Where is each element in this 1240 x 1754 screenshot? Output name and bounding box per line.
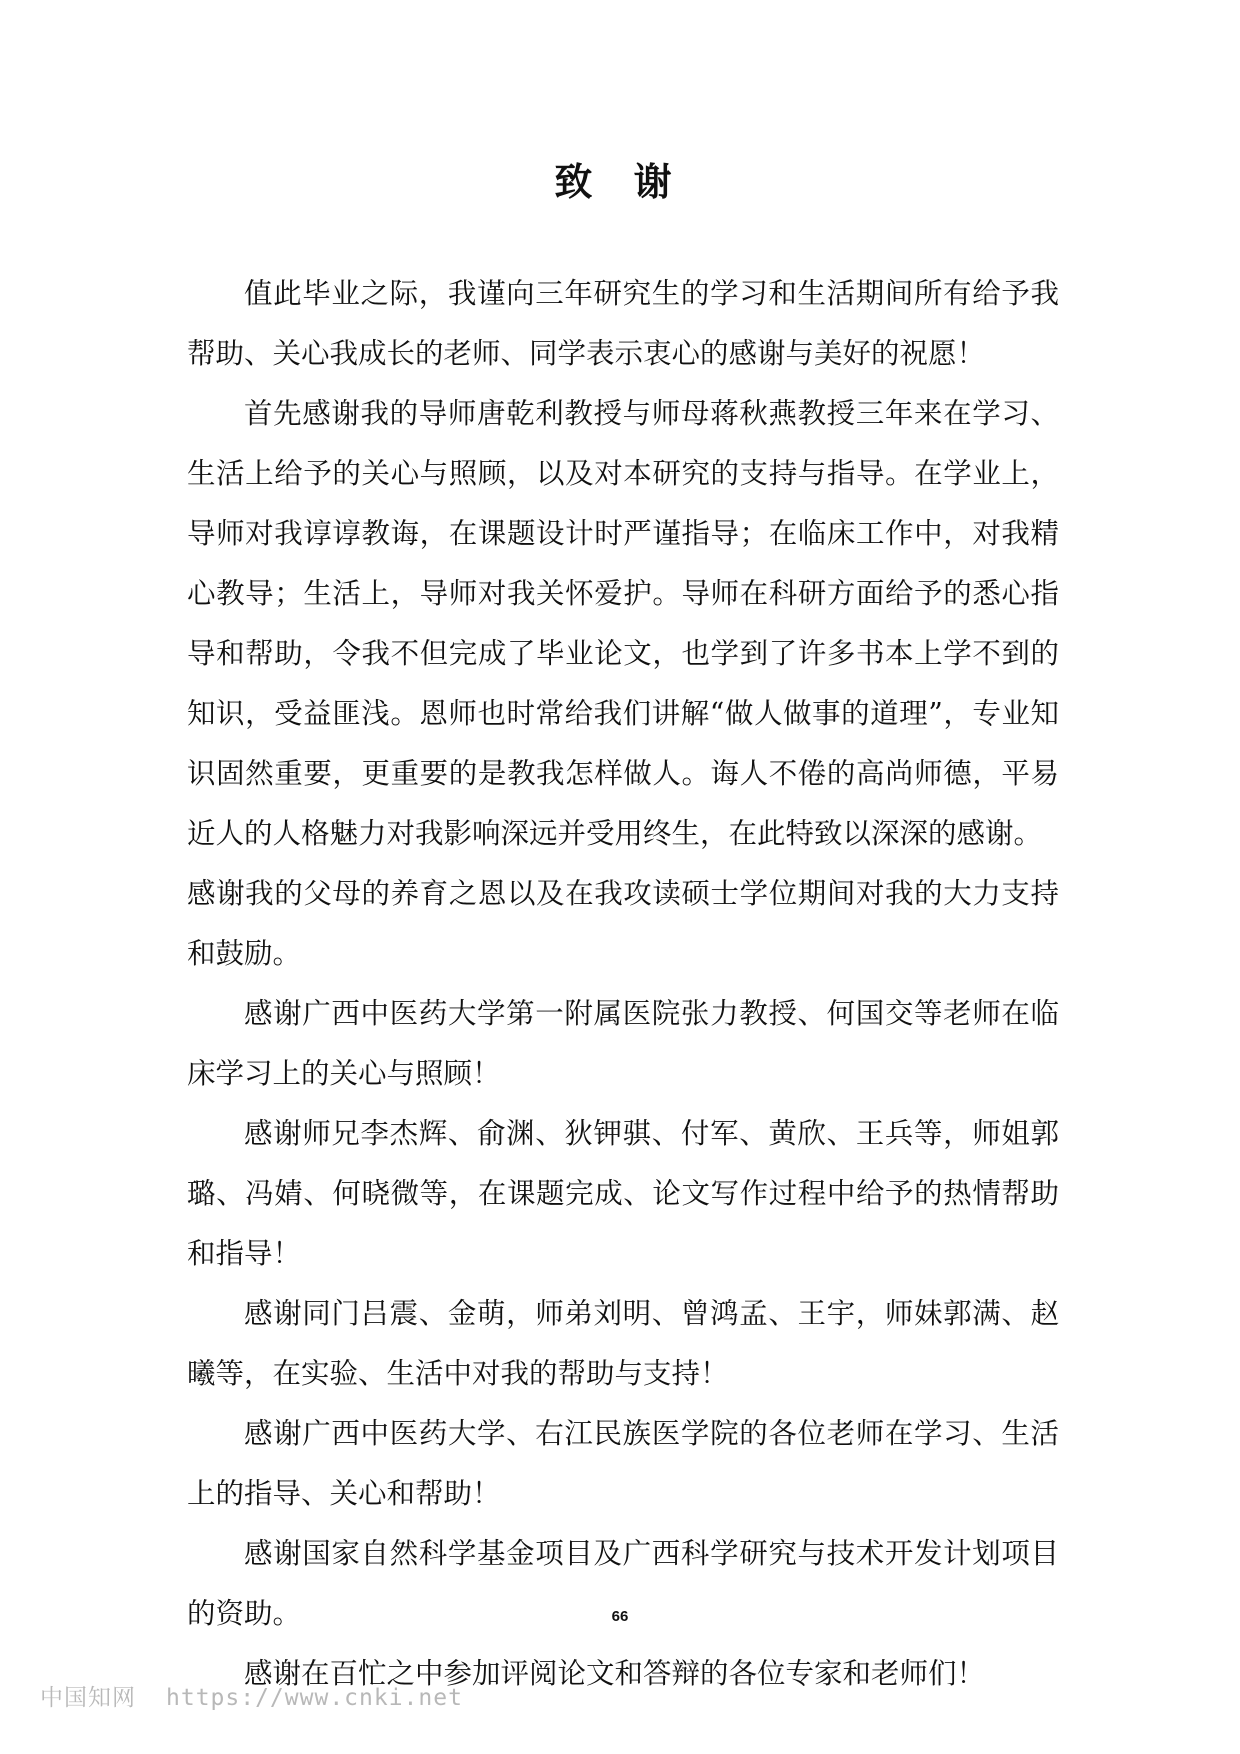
paragraph-reviewers-thanks: 感谢在百忙之中参加评阅论文和答辩的各位专家和老师们！ xyxy=(244,1657,986,1690)
page-number: 66 xyxy=(611,1608,629,1625)
paragraph-hospital-thanks: 感谢广西中医药大学第一附属医院张力教授、何国交等老师在临床学习上的关心与照顾！ xyxy=(187,997,1059,1090)
paragraph-graduation-thanks: 值此毕业之际，我谨向三年研究生的学习和生活期间所有给予我帮助、关心我成长的老师、同学表示衷心的感谢与美好的祝愿！ xyxy=(187,277,1059,370)
paragraph-supervisor-thanks: 首先感谢我的导师唐乾利教授与师母蒋秋燕教授三年来在学习、生活上给予的关心与照顾，以及对本研究的支持与指导。在学业上，导师对我谆谆教诲，在课题设计时严谨指导；在临床工作中，对我精心教导；生活上，导师对我关怀爱护。导师在科研方面给予的悉心指导和帮助，令我不但完成了毕业论文，也学到了许多书本上学不到的知识，受益匪浅。恩师也时常给我们讲解“做人做事的道理”，专业知识固然重要，更重要的是教我怎样做人。诲人不倦的高尚师德，平易近人的人格魅力对我影响深远并受用终生，在此特致以深深的感谢。 xyxy=(187,397,1059,850)
acknowledgement-body xyxy=(187,264,1059,1704)
paragraph-university-thanks: 感谢广西中医药大学、右江民族医学院的各位老师在学习、生活上的指导、关心和帮助！ xyxy=(187,1417,1059,1510)
page-title: 致 谢 xyxy=(554,159,686,204)
paragraph-parents-thanks: 感谢我的父母的养育之恩以及在我攻读硕士学位期间对我的大力支持和鼓励。 xyxy=(187,877,1059,970)
paragraph-funding-thanks: 感谢国家自然科学基金项目及广西科学研究与技术开发计划项目的资助。 xyxy=(187,1537,1059,1630)
cnki-watermark xyxy=(40,1683,463,1713)
paragraph-classmates-thanks: 感谢同门吕震、金萌，师弟刘明、曾鸿孟、王宇，师妹郭满、赵曦等，在实验、生活中对我的帮助与支持！ xyxy=(187,1297,1059,1390)
paragraph-senior-classmates-thanks: 感谢师兄李杰辉、俞渊、狄钾骐、付军、黄欣、王兵等，师姐郭璐、冯婧、何晓微等，在课题完成、论文写作过程中给予的热情帮助和指导！ xyxy=(187,1117,1059,1270)
watermark-url: https://www.cnki.net xyxy=(166,1685,463,1711)
watermark-brand: 中国知网 xyxy=(40,1685,136,1711)
